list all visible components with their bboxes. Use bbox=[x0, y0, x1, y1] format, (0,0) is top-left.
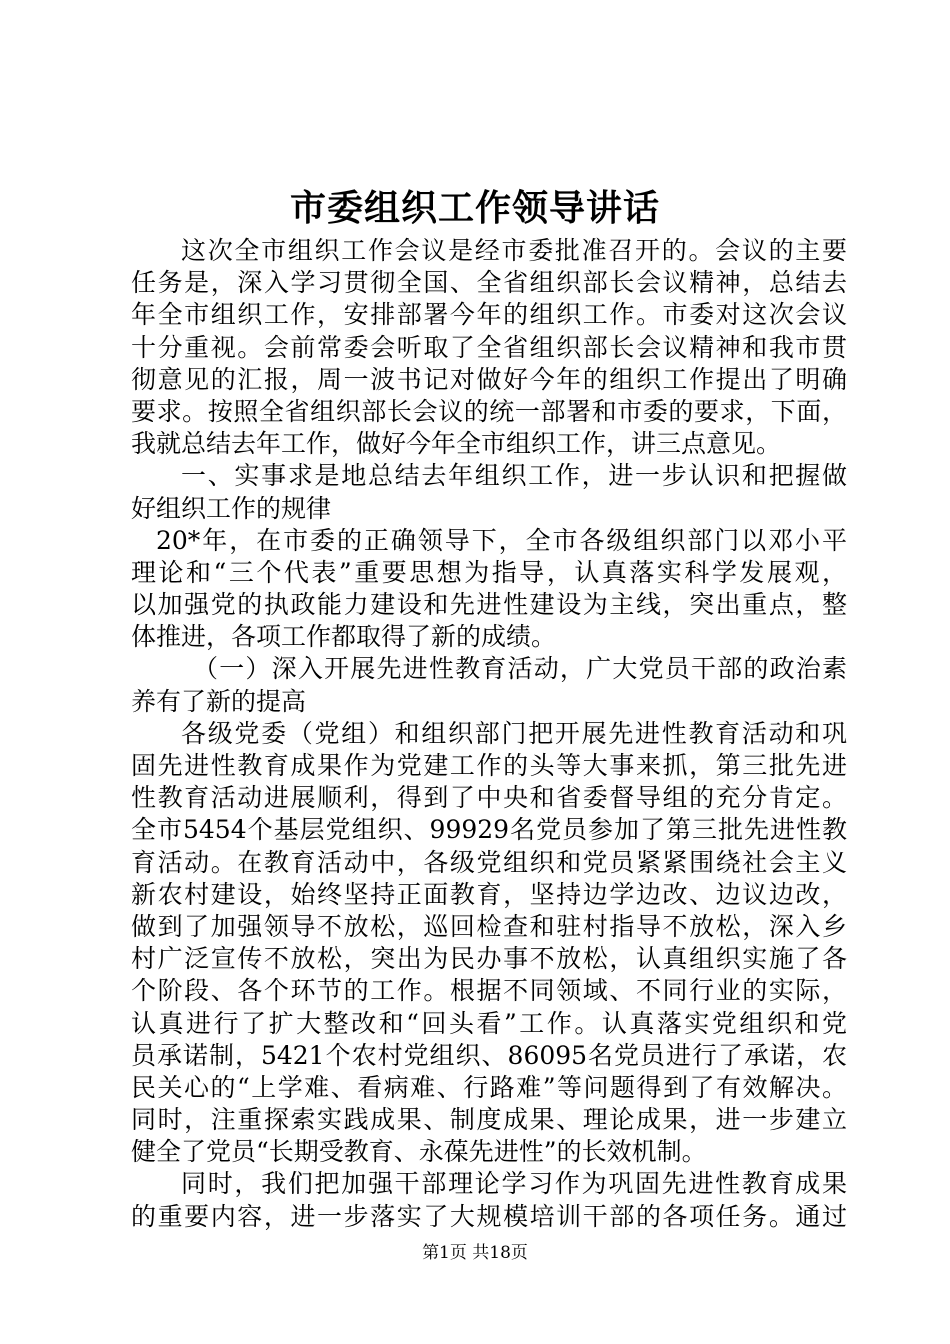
text-line: 理论和“三个代表”重要思想为指导，认真落实科学发展观， bbox=[131, 557, 847, 587]
text-line: 十分重视。会前常委会听取了全省组织部长会议精神和我市贯 bbox=[131, 332, 847, 362]
text-line: 做到了加强领导不放松，巡回检查和驻村指导不放松，深入乡 bbox=[131, 911, 847, 941]
text-line: 好组织工作的规律 bbox=[131, 493, 332, 523]
text-line: 员承诺制，5421个农村党组织、86095名党员进行了承诺，农 bbox=[131, 1040, 847, 1070]
text-line: 任务是，深入学习贯彻全国、全省组织部长会议精神，总结去 bbox=[131, 268, 847, 298]
text-line: 一、实事求是地总结去年组织工作，进一步认识和把握做 bbox=[181, 461, 847, 491]
text-line: 新农村建设，始终坚持正面教育，坚持边学边改、边议边改， bbox=[131, 879, 847, 909]
text-line: 健全了党员“长期受教育、永葆先进性”的长效机制。 bbox=[131, 1137, 707, 1167]
text-line: 育活动。在教育活动中，各级党组织和党员紧紧围绕社会主义 bbox=[131, 847, 847, 877]
text-line: 全市5454个基层党组织、99929名党员参加了第三批先进性教 bbox=[131, 815, 847, 845]
text-line: 体推进，各项工作都取得了新的成绩。 bbox=[131, 622, 557, 652]
text-line: 20*年，在市委的正确领导下，全市各级组织部门以邓小平 bbox=[156, 525, 847, 555]
text-line: 要求。按照全省组织部长会议的统一部署和市委的要求，下面， bbox=[131, 396, 847, 426]
text-line: 彻意见的汇报，周一波书记对做好今年的组织工作提出了明确 bbox=[131, 364, 847, 394]
text-line: 我就总结去年工作，做好今年全市组织工作，讲三点意见。 bbox=[131, 429, 782, 459]
text-line: 固先进性教育成果作为党建工作的头等大事来抓，第三批先进 bbox=[131, 751, 847, 780]
text-line: 养有了新的提高 bbox=[131, 686, 307, 716]
text-line: 年全市组织工作，安排部署今年的组织工作。市委对这次会议 bbox=[131, 300, 847, 330]
text-line: 的重要内容，进一步落实了大规模培训干部的各项任务。通过 bbox=[131, 1201, 847, 1231]
text-line: 性教育活动进展顺利，得到了中央和省委督导组的充分肯定。 bbox=[131, 783, 847, 813]
page-footer: 第1页 共18页 bbox=[422, 1243, 528, 1263]
text-line: 以加强党的执政能力建设和先进性建设为主线，突出重点，整 bbox=[131, 590, 847, 620]
document-title: 市委组织工作领导讲话 bbox=[289, 187, 660, 229]
text-line: 同时，我们把加强干部理论学习作为巩固先进性教育成果 bbox=[181, 1169, 847, 1199]
text-line: 村广泛宣传不放松，突出为民办事不放松，认真组织实施了各 bbox=[131, 944, 847, 974]
text-line: 个阶段、各个环节的工作。根据不同领域、不同行业的实际， bbox=[131, 976, 847, 1006]
text-line: 这次全市组织工作会议是经市委批准召开的。会议的主要 bbox=[181, 236, 847, 265]
text-line: 认真进行了扩大整改和“回头看”工作。认真落实党组织和党 bbox=[131, 1008, 847, 1038]
text-line: （一）深入开展先进性教育活动，广大党员干部的政治素 bbox=[193, 654, 847, 684]
document-body bbox=[131, 235, 847, 1233]
text-line: 民关心的“上学难、看病难、行路难”等问题得到了有效解决。 bbox=[131, 1072, 847, 1102]
text-line: 各级党委（党组）和组织部门把开展先进性教育活动和巩 bbox=[181, 718, 847, 748]
text-line: 同时，注重探索实践成果、制度成果、理论成果，进一步建立 bbox=[131, 1105, 847, 1135]
